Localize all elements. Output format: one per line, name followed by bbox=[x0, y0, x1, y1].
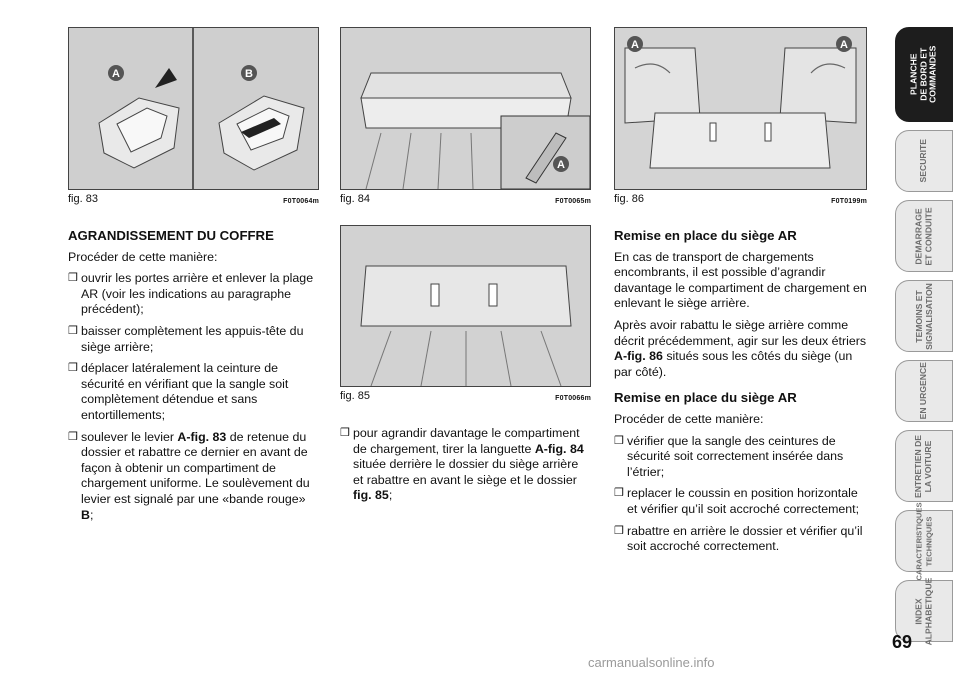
figure-code: F0T0199m bbox=[831, 198, 867, 205]
list-item bbox=[68, 430, 319, 524]
list-item-text: vérifier que la sangle des ceintures de sécurité soit correctement insérée dans l’étrier; bbox=[627, 433, 844, 479]
list-item bbox=[68, 271, 319, 318]
tab-entretien[interactable] bbox=[895, 430, 953, 502]
figure-85 bbox=[340, 225, 591, 387]
callout-b: B bbox=[245, 68, 253, 80]
tab-label: SECURITE bbox=[918, 139, 929, 183]
checkbox-bullet-icon: ❒ bbox=[68, 272, 78, 285]
list-item bbox=[340, 426, 591, 504]
list-item-text bbox=[81, 430, 319, 524]
list-item-text: rabattre en arrière le dossier et vérifier qu’il soit accroché correctement. bbox=[627, 523, 863, 554]
column-2 bbox=[340, 426, 591, 510]
checkbox-bullet-icon: ❒ bbox=[340, 427, 350, 439]
figure-reference: A-fig. 84 bbox=[534, 441, 584, 456]
page-number: 69 bbox=[892, 632, 913, 652]
tab-securite[interactable] bbox=[895, 130, 953, 192]
list-item bbox=[614, 434, 867, 481]
figure-reference: fig. 85 bbox=[353, 488, 389, 503]
checkbox-bullet-icon: ❒ bbox=[614, 524, 624, 537]
checkbox-bullet-icon: ❒ bbox=[614, 487, 624, 500]
tab-en-urgence[interactable] bbox=[895, 360, 953, 422]
intro-text: Procéder de cette manière: bbox=[614, 411, 764, 426]
text-run: située derrière le dossier du siège arrière et rabattre en avant le siège et le dossier bbox=[353, 457, 579, 487]
list-item bbox=[614, 524, 867, 555]
section-heading: AGRANDISSEMENT DU COFFRE bbox=[68, 228, 274, 243]
checkbox-bullet-icon: ❒ bbox=[614, 434, 624, 447]
section-heading: Remise en place du siège AR bbox=[614, 228, 797, 243]
figure-code: F0T0064m bbox=[283, 198, 319, 205]
tab-demarrage[interactable] bbox=[895, 200, 953, 272]
figure-86 bbox=[614, 27, 867, 190]
figure-caption-label: fig. 83 bbox=[68, 193, 98, 205]
figure-83-illustration bbox=[69, 28, 318, 189]
tab-label: ENTRETIEN DE LA VOITURE bbox=[913, 434, 933, 498]
figure-84 bbox=[340, 27, 591, 190]
callout-a: A bbox=[557, 159, 565, 171]
callout-a: A bbox=[112, 68, 120, 80]
figure-code: F0T0065m bbox=[555, 198, 591, 205]
figure-85-illustration bbox=[341, 226, 590, 386]
checkbox-bullet-icon: ❒ bbox=[68, 324, 78, 337]
text-run: de retenue du dossier et rabattre ce dernier en avant de façon à obtenir un compartiment de chargement uniforme. Le soulèvement du levier est signalé par une «bande rouge» bbox=[81, 429, 310, 506]
figure-84-caption bbox=[340, 191, 591, 205]
list-item bbox=[68, 361, 319, 423]
callout-a-left: A bbox=[631, 39, 639, 51]
figure-reference: A-fig. 86 bbox=[614, 349, 663, 364]
figure-83-caption bbox=[68, 191, 319, 205]
tab-label: CARACTERISTIQUES TECHNIQUES bbox=[914, 501, 933, 581]
figure-86-illustration bbox=[615, 28, 866, 189]
figure-85-caption bbox=[340, 388, 591, 402]
figure-caption-label: fig. 86 bbox=[614, 193, 644, 205]
tab-label: EN URGENCE bbox=[918, 362, 929, 420]
callout-a-right: A bbox=[840, 39, 848, 51]
figure-reference: B bbox=[81, 507, 90, 522]
figure-caption-label: fig. 85 bbox=[340, 390, 370, 402]
tab-label: PLANCHE DE BORD ET COMMANDES bbox=[908, 45, 938, 104]
list-item-text: baisser complètement les appuis-tête du siège arrière; bbox=[81, 323, 304, 354]
list-item-text: replacer le coussin en position horizontale et vérifier qu’il soit accroché correctement; bbox=[627, 486, 860, 516]
tab-temoins[interactable] bbox=[895, 280, 953, 352]
paragraph bbox=[614, 318, 867, 380]
tab-label: INDEX ALPHABETIQUE bbox=[913, 577, 933, 645]
text-run: pour agrandir davantage le compartiment de chargement, tirer la languette bbox=[353, 426, 580, 456]
tab-caracteristiques[interactable] bbox=[895, 501, 953, 581]
column-1 bbox=[68, 228, 319, 529]
tab-label: DEMARRAGE ET CONDUITE bbox=[913, 206, 933, 266]
figure-code: F0T0066m bbox=[555, 395, 591, 402]
tab-planche-de-bord[interactable] bbox=[895, 27, 953, 122]
text-run: ; bbox=[89, 507, 94, 522]
figure-86-caption bbox=[614, 191, 867, 205]
list-item bbox=[68, 324, 319, 355]
list-item-text: ouvrir les portes arrière et enlever la plage AR (voir les indications au paragraphe précédent); bbox=[81, 271, 314, 317]
list-item-text: déplacer latéralement la ceinture de sécurité en vérifiant que la sangle soit complètement détendue et sans entortillements; bbox=[81, 361, 289, 422]
checkbox-bullet-icon: ❒ bbox=[68, 362, 78, 375]
figure-84-illustration bbox=[341, 28, 590, 189]
list-item bbox=[614, 486, 867, 517]
section-heading: Remise en place du siège AR bbox=[614, 390, 797, 406]
text-run: situés sous les côtés du siège (un par côté). bbox=[614, 349, 853, 379]
paragraph: En cas de transport de chargements encombrants, il est possible d’agrandir davantage le compartiment de chargement en enlevant le siège arrière. bbox=[614, 249, 867, 311]
figure-83 bbox=[68, 27, 319, 190]
list-item-text bbox=[353, 426, 591, 504]
column-3 bbox=[614, 228, 867, 561]
text-run: soulever le levier bbox=[81, 429, 178, 444]
figure-caption-label: fig. 84 bbox=[340, 193, 370, 205]
tab-label: TEMOINS ET SIGNALISATION bbox=[913, 282, 933, 350]
text-run: ; bbox=[388, 488, 393, 503]
intro-text: Procéder de cette manière: bbox=[68, 249, 218, 264]
figure-reference: A-fig. 83 bbox=[177, 429, 227, 444]
checkbox-bullet-icon: ❒ bbox=[68, 430, 78, 443]
watermark: carmanualsonline.info bbox=[588, 655, 715, 670]
text-run: Après avoir rabattu le siège arrière comme décrit précédemment, agir sur les deux étriers bbox=[614, 317, 867, 348]
